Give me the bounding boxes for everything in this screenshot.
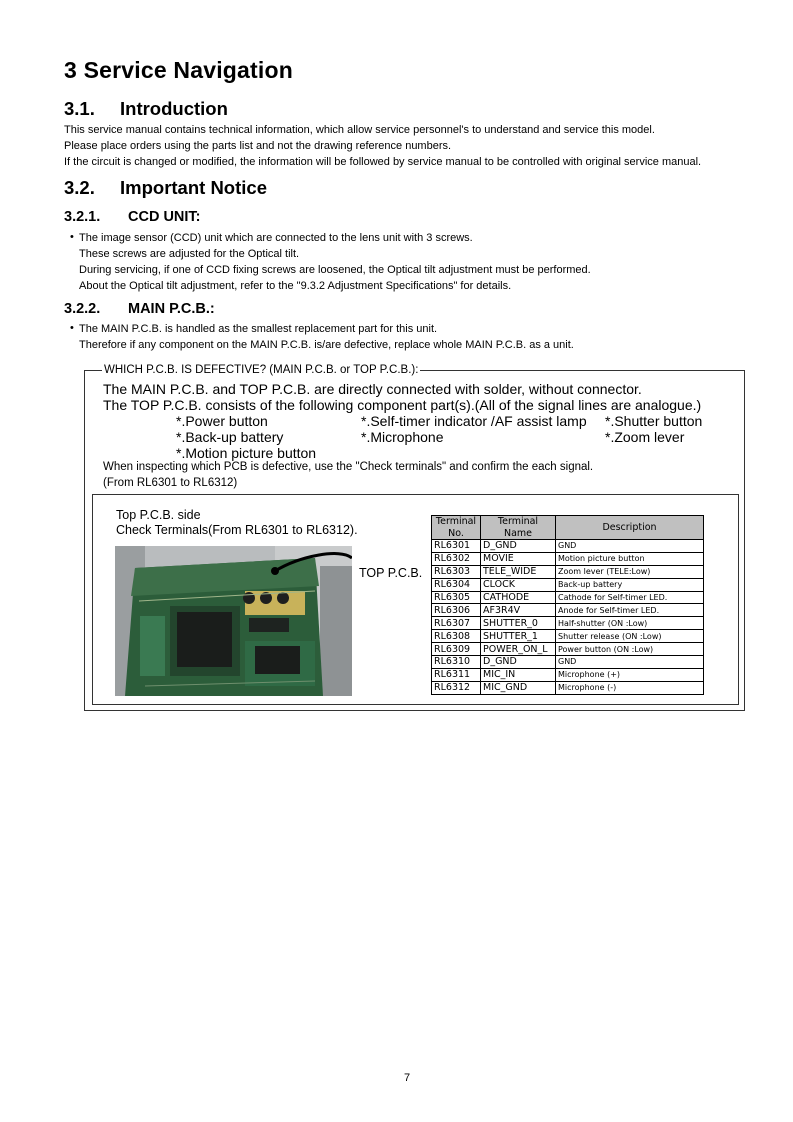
table-row: RL6302 MOVIE Motion picture button (432, 552, 704, 565)
table-row: RL6311 MIC_IN Microphone (+) (432, 668, 704, 681)
ccd-line-1: The image sensor (CCD) unit which are connected to the lens unit with 3 screws. (79, 232, 473, 244)
table-row: RL6304 CLOCK Back-up battery (432, 578, 704, 591)
ccd-line-3: During servicing, if one of CCD fixing screws are loosened, the Optical tilt adjustment must be performed. (79, 264, 591, 276)
table-row: RL6312 MIC_GND Microphone (-) (432, 681, 704, 694)
box-line-1: The MAIN P.C.B. and TOP P.C.B. are directly connected with solder, without connector. (103, 381, 642, 397)
intro-line-3: If the circuit is changed or modified, the information will be followed by service manual to be controlled with original service manual. (64, 156, 702, 168)
main-pcb-line-2: Therefore if any component on the MAIN P.C.B. is/are defective, replace whole MAIN P.C.B. as a unit. (79, 339, 574, 351)
table-row: RL6301 D_GND GND (432, 540, 704, 553)
table-row: RL6306 AF3R4V Anode for Self-timer LED. (432, 604, 704, 617)
table-row: RL6308 SHUTTER_1 Shutter release (ON :Low) (432, 630, 704, 643)
component-power-button: *.Power button (176, 413, 268, 429)
table-row: RL6307 SHUTTER_0 Half-shutter (ON :Low) (432, 617, 704, 630)
frame-legend: WHICH P.C.B. IS DEFECTIVE? (MAIN P.C.B. or TOP P.C.B.): (104, 364, 419, 376)
intro-line-1: This service manual contains technical information, which allow service personnel's to understand and service this model. (64, 124, 655, 136)
section-3-2-2-heading: 3.2.2. MAIN P.C.B.: (64, 301, 215, 317)
table-row: RL6303 TELE_WIDE Zoom lever (TELE:Low) (432, 565, 704, 578)
section-3-2-1-heading: 3.2.1. CCD UNIT: (64, 209, 201, 225)
component-zoom-lever: *.Zoom lever (605, 429, 685, 445)
main-pcb-line-1: The MAIN P.C.B. is handled as the smallest replacement part for this unit. (79, 323, 438, 335)
bullet-main-pcb: • (70, 322, 74, 334)
page-number: 7 (404, 1072, 411, 1084)
header-terminal-name: Terminal Name (481, 516, 556, 540)
table-row: RL6309 POWER_ON_L Power button (ON :Low) (432, 643, 704, 656)
table-header-row (432, 516, 704, 540)
top-pcb-photo (115, 546, 352, 696)
section-3-1-heading: 3.1. Introduction (64, 98, 228, 119)
box-note-2: (From RL6301 to RL6312) (103, 477, 238, 489)
box-line-2: The TOP P.C.B. consists of the following component part(s).(All of the signal lines are analogue.) (103, 397, 702, 413)
bullet-ccd: • (70, 231, 74, 243)
page-title: 3 Service Navigation (64, 57, 293, 83)
top-pcb-callout: TOP P.C.B. (359, 566, 423, 580)
header-terminal-no: Terminal No. (432, 516, 481, 540)
header-description: Description (556, 516, 704, 540)
ccd-line-2: These screws are adjusted for the Optical tilt. (79, 248, 300, 260)
component-microphone: *.Microphone (361, 429, 444, 445)
box-note-1: When inspecting which PCB is defective, use the "Check terminals" and confirm the each signal. (103, 461, 594, 473)
component-backup-battery: *.Back-up battery (176, 429, 284, 445)
intro-line-2: Please place orders using the parts list and not the drawing reference numbers. (64, 140, 452, 152)
figure-caption-2: Check Terminals(From RL6301 to RL6312). (116, 523, 358, 537)
component-shutter-button: *.Shutter button (605, 413, 703, 429)
component-self-timer: *.Self-timer indicator /AF assist lamp (361, 413, 587, 429)
section-3-2-heading: 3.2. Important Notice (64, 177, 267, 198)
figure-caption-1: Top P.C.B. side (116, 508, 201, 522)
table-row: RL6310 D_GND GND (432, 656, 704, 669)
ccd-line-4: About the Optical tilt adjustment, refer to the "9.3.2 Adjustment Specifications" for details. (79, 280, 512, 292)
check-terminals-table (431, 515, 704, 695)
component-motion-picture-button: *.Motion picture button (176, 445, 317, 461)
table-row: RL6305 CATHODE Cathode for Self-timer LED. (432, 591, 704, 604)
